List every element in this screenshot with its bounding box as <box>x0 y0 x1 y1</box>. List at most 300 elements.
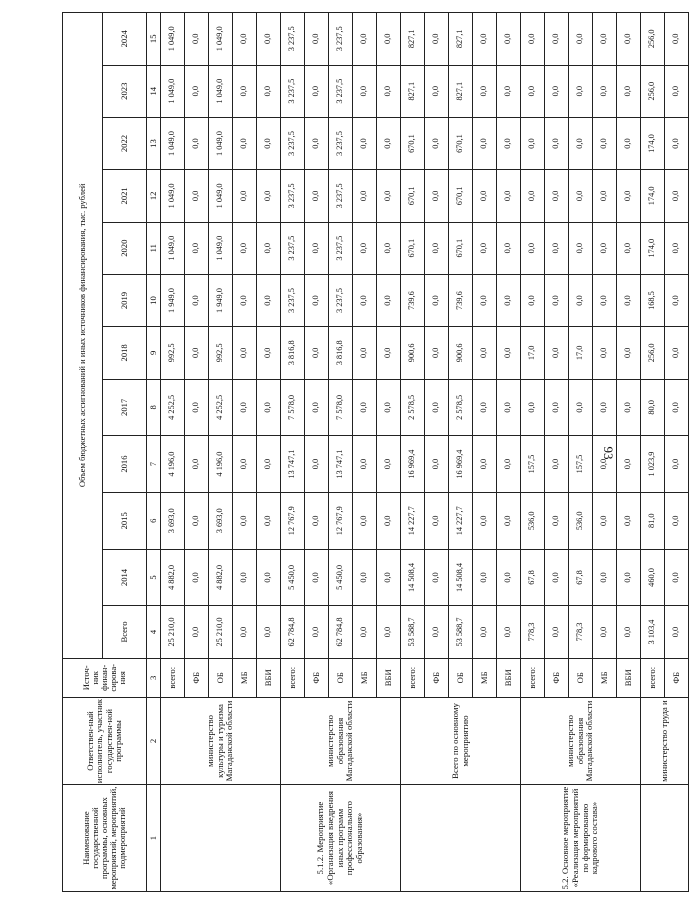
value-cell: 0,0 <box>425 222 449 274</box>
value-cell: 1 049,0 <box>209 117 233 169</box>
value-cell: 0,0 <box>593 274 617 326</box>
total-cell: 778,3 <box>569 606 593 658</box>
value-cell: 4 882,0 <box>209 549 233 606</box>
value-cell: 67,8 <box>569 549 593 606</box>
value-cell: 1 049,0 <box>161 222 185 274</box>
header-program: Наименование государственной программы, основных мероприятий, мероприятий, подмероприятий <box>63 785 147 892</box>
value-cell: 157,5 <box>521 436 545 493</box>
value-cell: 0,0 <box>257 170 281 222</box>
value-cell: 0,0 <box>593 222 617 274</box>
value-cell: 0,0 <box>617 549 641 606</box>
value-cell: 0,0 <box>425 379 449 436</box>
value-cell: 0,0 <box>473 222 497 274</box>
value-cell: 0,0 <box>353 549 377 606</box>
value-cell: 0,0 <box>545 222 569 274</box>
value-cell: 0,0 <box>233 222 257 274</box>
value-cell: 0,0 <box>233 492 257 549</box>
value-cell: 17,0 <box>569 327 593 379</box>
value-cell: 0,0 <box>473 549 497 606</box>
value-cell: 0,0 <box>593 65 617 117</box>
value-cell: 1 049,0 <box>209 170 233 222</box>
value-cell: 12 767,9 <box>281 492 305 549</box>
value-cell: 0,0 <box>305 170 329 222</box>
value-cell: 0,0 <box>305 13 329 66</box>
value-cell: 0,0 <box>257 327 281 379</box>
table-row <box>281 13 305 892</box>
value-cell: 0,0 <box>665 170 689 222</box>
value-cell: 0,0 <box>521 222 545 274</box>
value-cell: 0,0 <box>617 13 641 66</box>
value-cell: 0,0 <box>593 327 617 379</box>
value-cell: 0,0 <box>257 436 281 493</box>
value-cell: 670,1 <box>449 222 473 274</box>
value-cell: 0,0 <box>473 117 497 169</box>
value-cell: 4 882,0 <box>161 549 185 606</box>
value-cell: 174,0 <box>641 222 665 274</box>
value-cell: 5 450,0 <box>281 549 305 606</box>
table-row <box>161 13 185 892</box>
value-cell: 0,0 <box>185 436 209 493</box>
value-cell: 3 237,5 <box>329 170 353 222</box>
value-cell: 0,0 <box>425 492 449 549</box>
total-cell: 53 588,7 <box>401 606 425 658</box>
source-cell: всего: <box>521 658 545 697</box>
value-cell: 0,0 <box>665 492 689 549</box>
value-cell: 0,0 <box>569 222 593 274</box>
value-cell: 0,0 <box>545 65 569 117</box>
value-cell: 0,0 <box>257 492 281 549</box>
value-cell: 0,0 <box>353 65 377 117</box>
executor-cell: министерство образования Магаданской области <box>281 697 401 784</box>
value-cell: 168,5 <box>641 274 665 326</box>
value-cell: 0,0 <box>353 436 377 493</box>
value-cell: 0,0 <box>425 65 449 117</box>
value-cell: 0,0 <box>665 13 689 66</box>
value-cell: 0,0 <box>593 379 617 436</box>
value-cell: 670,1 <box>449 170 473 222</box>
value-cell: 0,0 <box>377 13 401 66</box>
column-number: 15 <box>147 13 161 66</box>
column-number: 4 <box>147 606 161 658</box>
total-cell: 0,0 <box>185 606 209 658</box>
value-cell: 16 969,4 <box>401 436 425 493</box>
source-cell: ОБ <box>449 658 473 697</box>
value-cell: 0,0 <box>569 170 593 222</box>
total-cell: 0,0 <box>353 606 377 658</box>
value-cell: 0,0 <box>521 379 545 436</box>
value-cell: 1 049,0 <box>209 222 233 274</box>
value-cell: 1 049,0 <box>209 13 233 66</box>
value-cell: 0,0 <box>665 65 689 117</box>
value-cell: 2 578,5 <box>449 379 473 436</box>
total-cell: 0,0 <box>233 606 257 658</box>
value-cell: 0,0 <box>305 436 329 493</box>
value-cell: 827,1 <box>401 13 425 66</box>
value-cell: 0,0 <box>233 65 257 117</box>
value-cell: 80,0 <box>641 379 665 436</box>
value-cell: 3 237,5 <box>281 65 305 117</box>
column-number: 6 <box>147 492 161 549</box>
value-cell: 13 747,1 <box>329 436 353 493</box>
value-cell: 0,0 <box>569 274 593 326</box>
total-cell: 25 210,0 <box>209 606 233 658</box>
value-cell: 0,0 <box>377 274 401 326</box>
total-cell: 25 210,0 <box>161 606 185 658</box>
value-cell: 827,1 <box>449 65 473 117</box>
value-cell: 0,0 <box>497 274 521 326</box>
value-cell: 0,0 <box>617 436 641 493</box>
source-cell: всего: <box>401 658 425 697</box>
value-cell: 67,8 <box>521 549 545 606</box>
value-cell: 0,0 <box>521 170 545 222</box>
value-cell: 0,0 <box>593 13 617 66</box>
value-cell: 0,0 <box>545 170 569 222</box>
value-cell: 1 049,0 <box>161 65 185 117</box>
value-cell: 7 578,0 <box>281 379 305 436</box>
value-cell: 739,6 <box>401 274 425 326</box>
source-cell: МБ <box>593 658 617 697</box>
total-cell: 0,0 <box>257 606 281 658</box>
executor-cell: министерство культуры и туризма Магаданской области <box>161 697 281 784</box>
value-cell: 0,0 <box>353 492 377 549</box>
value-cell: 0,0 <box>305 549 329 606</box>
value-cell: 0,0 <box>617 65 641 117</box>
value-cell: 0,0 <box>497 549 521 606</box>
total-cell: 0,0 <box>377 606 401 658</box>
source-cell: ОБ <box>329 658 353 697</box>
value-cell: 536,0 <box>521 492 545 549</box>
header-year: 2018 <box>103 327 147 379</box>
source-cell: ФБ <box>665 658 689 697</box>
value-cell: 0,0 <box>305 327 329 379</box>
column-number: 12 <box>147 170 161 222</box>
source-cell: ФБ <box>185 658 209 697</box>
value-cell: 256,0 <box>641 327 665 379</box>
source-cell: ФБ <box>305 658 329 697</box>
value-cell: 14 227,7 <box>449 492 473 549</box>
value-cell: 0,0 <box>521 13 545 66</box>
value-cell: 827,1 <box>401 65 425 117</box>
value-cell: 0,0 <box>233 13 257 66</box>
source-cell: ВБИ <box>497 658 521 697</box>
value-cell: 3 237,5 <box>281 222 305 274</box>
executor-cell: министерство труда и <box>641 697 689 784</box>
total-cell: 0,0 <box>425 606 449 658</box>
total-cell: 0,0 <box>593 606 617 658</box>
column-number: 8 <box>147 379 161 436</box>
value-cell: 0,0 <box>353 274 377 326</box>
value-cell: 0,0 <box>473 379 497 436</box>
header-year: 2022 <box>103 117 147 169</box>
source-cell: всего: <box>281 658 305 697</box>
program-name-cell <box>401 785 521 892</box>
value-cell: 4 196,0 <box>161 436 185 493</box>
source-cell: ВБИ <box>257 658 281 697</box>
value-cell: 0,0 <box>617 327 641 379</box>
header-source: Источ-ник финан-сирова-ния <box>63 658 147 697</box>
value-cell: 0,0 <box>665 549 689 606</box>
value-cell: 0,0 <box>305 117 329 169</box>
value-cell: 0,0 <box>521 65 545 117</box>
value-cell: 0,0 <box>545 117 569 169</box>
value-cell: 1 023,9 <box>641 436 665 493</box>
value-cell: 0,0 <box>257 65 281 117</box>
value-cell: 0,0 <box>377 117 401 169</box>
value-cell: 0,0 <box>185 65 209 117</box>
value-cell: 536,0 <box>569 492 593 549</box>
value-cell: 0,0 <box>545 436 569 493</box>
source-cell: всего: <box>161 658 185 697</box>
total-cell: 778,3 <box>521 606 545 658</box>
value-cell: 0,0 <box>665 436 689 493</box>
value-cell: 14 227,7 <box>401 492 425 549</box>
value-cell: 0,0 <box>569 13 593 66</box>
page-number: 93 <box>601 446 616 460</box>
value-cell: 0,0 <box>545 549 569 606</box>
value-cell: 0,0 <box>545 492 569 549</box>
value-cell: 0,0 <box>473 327 497 379</box>
total-cell: 3 103,4 <box>641 606 665 658</box>
value-cell: 0,0 <box>545 13 569 66</box>
value-cell: 0,0 <box>593 117 617 169</box>
header-year: 2023 <box>103 65 147 117</box>
value-cell: 0,0 <box>497 492 521 549</box>
value-cell: 1 049,0 <box>161 13 185 66</box>
value-cell: 0,0 <box>569 379 593 436</box>
column-number: 5 <box>147 549 161 606</box>
value-cell: 0,0 <box>305 65 329 117</box>
value-cell: 0,0 <box>473 436 497 493</box>
value-cell: 12 767,9 <box>329 492 353 549</box>
column-number: 11 <box>147 222 161 274</box>
value-cell: 0,0 <box>497 222 521 274</box>
value-cell: 0,0 <box>353 379 377 436</box>
value-cell: 0,0 <box>377 492 401 549</box>
source-cell: ВБИ <box>377 658 401 697</box>
value-cell: 3 237,5 <box>329 274 353 326</box>
header-year: 2024 <box>103 13 147 66</box>
value-cell: 0,0 <box>665 379 689 436</box>
funding-table <box>62 12 689 892</box>
value-cell: 670,1 <box>401 117 425 169</box>
value-cell: 0,0 <box>497 170 521 222</box>
value-cell: 0,0 <box>617 117 641 169</box>
value-cell: 0,0 <box>425 549 449 606</box>
source-cell: ФБ <box>425 658 449 697</box>
header-year: 2016 <box>103 436 147 493</box>
header-year: 2014 <box>103 549 147 606</box>
value-cell: 0,0 <box>185 549 209 606</box>
value-cell: 0,0 <box>377 436 401 493</box>
value-cell: 174,0 <box>641 117 665 169</box>
value-cell: 256,0 <box>641 65 665 117</box>
value-cell: 827,1 <box>449 13 473 66</box>
value-cell: 0,0 <box>353 222 377 274</box>
source-cell: МБ <box>233 658 257 697</box>
value-cell: 0,0 <box>425 327 449 379</box>
value-cell: 992,5 <box>209 327 233 379</box>
value-cell: 256,0 <box>641 13 665 66</box>
value-cell: 0,0 <box>305 274 329 326</box>
value-cell: 0,0 <box>377 65 401 117</box>
table-row <box>521 13 545 892</box>
value-cell: 900,6 <box>449 327 473 379</box>
value-cell: 0,0 <box>497 379 521 436</box>
value-cell: 1 049,0 <box>209 65 233 117</box>
table-row <box>641 13 665 892</box>
value-cell: 3 237,5 <box>329 13 353 66</box>
column-number: 9 <box>147 327 161 379</box>
value-cell: 3 237,5 <box>329 117 353 169</box>
column-number: 14 <box>147 65 161 117</box>
value-cell: 0,0 <box>305 379 329 436</box>
value-cell: 0,0 <box>593 170 617 222</box>
value-cell: 0,0 <box>425 274 449 326</box>
value-cell: 0,0 <box>545 379 569 436</box>
total-cell: 0,0 <box>473 606 497 658</box>
source-cell: ВБИ <box>617 658 641 697</box>
value-cell: 0,0 <box>473 492 497 549</box>
header-year: 2015 <box>103 492 147 549</box>
value-cell: 670,1 <box>449 117 473 169</box>
value-cell: 0,0 <box>233 274 257 326</box>
value-cell: 0,0 <box>425 170 449 222</box>
header-year: 2020 <box>103 222 147 274</box>
value-cell: 174,0 <box>641 170 665 222</box>
value-cell: 0,0 <box>665 327 689 379</box>
value-cell: 0,0 <box>425 117 449 169</box>
value-cell: 1 949,0 <box>209 274 233 326</box>
value-cell: 0,0 <box>185 379 209 436</box>
column-number: 13 <box>147 117 161 169</box>
value-cell: 0,0 <box>497 13 521 66</box>
value-cell: 0,0 <box>521 274 545 326</box>
header-total: Всего <box>103 606 147 658</box>
total-cell: 0,0 <box>305 606 329 658</box>
value-cell: 1 049,0 <box>161 170 185 222</box>
value-cell: 14 508,4 <box>449 549 473 606</box>
value-cell: 0,0 <box>185 117 209 169</box>
value-cell: 14 508,4 <box>401 549 425 606</box>
value-cell: 0,0 <box>497 117 521 169</box>
value-cell: 0,0 <box>305 222 329 274</box>
value-cell: 0,0 <box>185 222 209 274</box>
value-cell: 0,0 <box>377 549 401 606</box>
executor-cell: Всего по основному мероприятию <box>401 697 521 784</box>
value-cell: 0,0 <box>665 222 689 274</box>
total-cell: 0,0 <box>545 606 569 658</box>
source-cell: ОБ <box>569 658 593 697</box>
value-cell: 0,0 <box>497 436 521 493</box>
value-cell: 3 237,5 <box>281 170 305 222</box>
value-cell: 3 237,5 <box>329 222 353 274</box>
value-cell: 0,0 <box>665 274 689 326</box>
value-cell: 0,0 <box>521 117 545 169</box>
column-number: 10 <box>147 274 161 326</box>
value-cell: 0,0 <box>233 379 257 436</box>
value-cell: 157,5 <box>569 436 593 493</box>
value-cell: 739,6 <box>449 274 473 326</box>
value-cell: 0,0 <box>473 65 497 117</box>
program-name-cell <box>641 785 689 892</box>
header-year: 2021 <box>103 170 147 222</box>
source-cell: МБ <box>353 658 377 697</box>
value-cell: 0,0 <box>257 222 281 274</box>
program-name-cell: 5.2. Основное мероприятие «Реализация мероприятий по формированию кадрового состава» <box>521 785 641 892</box>
total-cell: 0,0 <box>617 606 641 658</box>
value-cell: 7 578,0 <box>329 379 353 436</box>
value-cell: 0,0 <box>593 549 617 606</box>
value-cell: 0,0 <box>497 327 521 379</box>
value-cell: 0,0 <box>257 379 281 436</box>
value-cell: 1 049,0 <box>161 117 185 169</box>
value-cell: 3 237,5 <box>281 274 305 326</box>
column-number: 3 <box>147 658 161 697</box>
value-cell: 0,0 <box>233 327 257 379</box>
value-cell: 0,0 <box>593 492 617 549</box>
header-executor: Ответствен-ный исполнитель, участник государствен-ной программы <box>63 697 147 784</box>
value-cell: 17,0 <box>521 327 545 379</box>
value-cell: 900,6 <box>401 327 425 379</box>
value-cell: 0,0 <box>185 170 209 222</box>
value-cell: 0,0 <box>257 13 281 66</box>
value-cell: 0,0 <box>257 117 281 169</box>
value-cell: 0,0 <box>233 117 257 169</box>
value-cell: 0,0 <box>617 274 641 326</box>
value-cell: 0,0 <box>353 170 377 222</box>
value-cell: 0,0 <box>305 492 329 549</box>
source-cell: ОБ <box>209 658 233 697</box>
value-cell: 0,0 <box>473 170 497 222</box>
value-cell: 0,0 <box>545 327 569 379</box>
value-cell: 992,5 <box>161 327 185 379</box>
value-cell: 13 747,1 <box>281 436 305 493</box>
value-cell: 0,0 <box>617 492 641 549</box>
value-cell: 0,0 <box>377 170 401 222</box>
total-cell: 0,0 <box>665 606 689 658</box>
value-cell: 0,0 <box>473 274 497 326</box>
column-number: 1 <box>147 785 161 892</box>
header-year: 2019 <box>103 274 147 326</box>
value-cell: 0,0 <box>665 117 689 169</box>
source-cell: всего: <box>641 658 665 697</box>
value-cell: 0,0 <box>233 436 257 493</box>
value-cell: 0,0 <box>257 274 281 326</box>
source-cell: ФБ <box>545 658 569 697</box>
value-cell: 0,0 <box>377 327 401 379</box>
value-cell: 0,0 <box>425 13 449 66</box>
total-cell: 62 784,8 <box>281 606 305 658</box>
value-cell: 0,0 <box>353 117 377 169</box>
program-name-cell <box>161 785 281 892</box>
total-cell: 62 784,8 <box>329 606 353 658</box>
value-cell: 3 237,5 <box>329 65 353 117</box>
header-funding: Объем бюджетных ассигнований и иных источников финансирования, тыс. рублей <box>63 13 103 659</box>
value-cell: 2 578,5 <box>401 379 425 436</box>
rotated-table-container <box>62 12 681 892</box>
value-cell: 0,0 <box>185 274 209 326</box>
value-cell: 3 237,5 <box>281 13 305 66</box>
value-cell: 16 969,4 <box>449 436 473 493</box>
value-cell: 0,0 <box>377 379 401 436</box>
value-cell: 0,0 <box>473 13 497 66</box>
executor-cell: министерство образования Магаданской области <box>521 697 641 784</box>
header-year: 2017 <box>103 379 147 436</box>
value-cell: 3 816,8 <box>329 327 353 379</box>
value-cell: 3 693,0 <box>161 492 185 549</box>
value-cell: 4 252,5 <box>161 379 185 436</box>
source-cell: МБ <box>473 658 497 697</box>
